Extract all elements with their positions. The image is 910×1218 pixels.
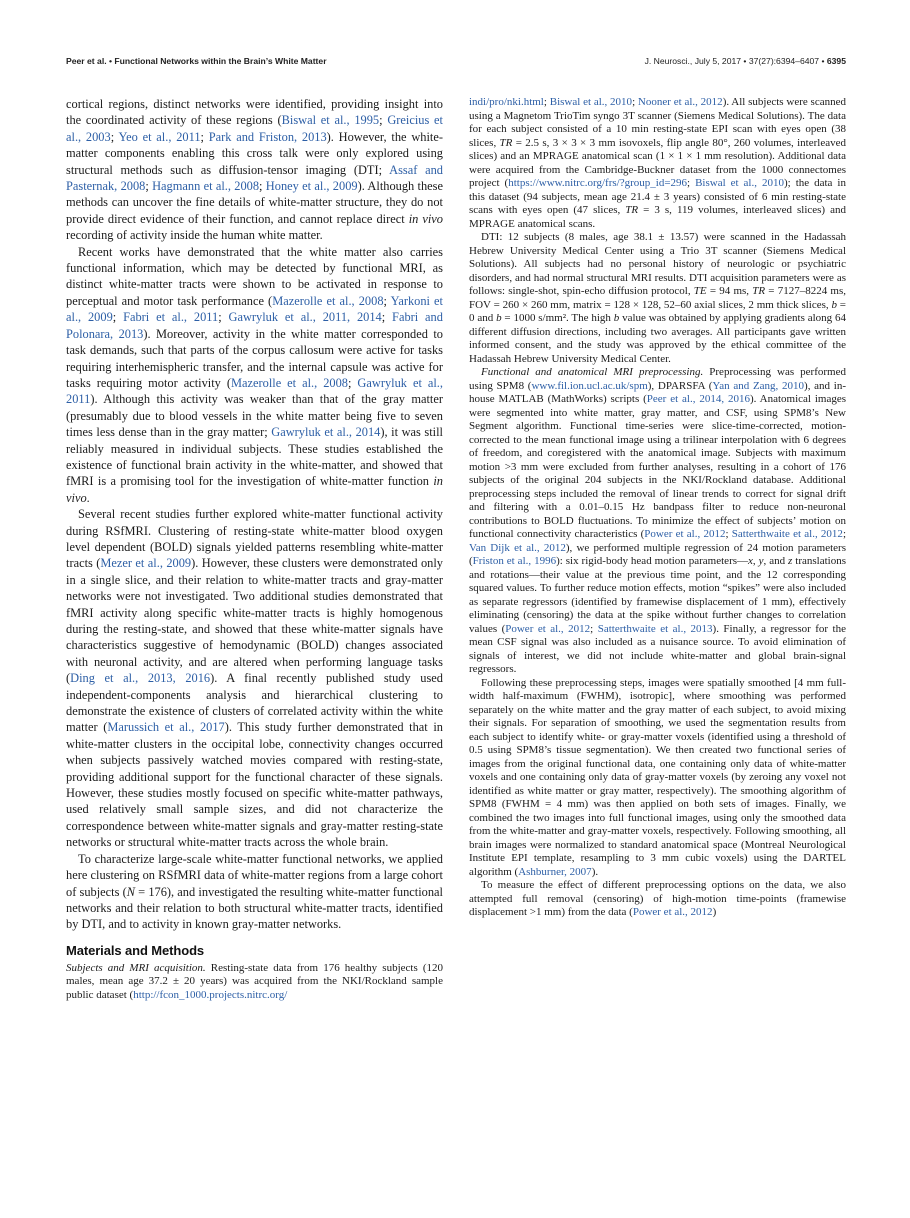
text-run: ,	[752, 555, 759, 567]
italic-text: b	[831, 298, 837, 311]
text-run: ;	[543, 96, 550, 108]
running-header-citation	[645, 56, 846, 66]
text-run: ). However, these clusters were demonstrated only in a single slice, and their relation to white-matter tracts and gray-matter networks were not investigated. Two additional studies demonstrated that fMRI activity along specific white-matter tracts is highly homogenous during the resting-state, and showed that these white-matter signals have characteristics suggestive of hemodynamic (BOLD) changes associated with neuronal activity, and are altered when performing language tasks (	[66, 556, 444, 686]
citation-link[interactable]: Biswal et al., 1995	[281, 113, 380, 128]
citation-link[interactable]: Mazerolle et al., 2008	[230, 375, 348, 390]
citation-link[interactable]: Ashburner, 2007	[518, 865, 592, 878]
citation-link[interactable]: Honey et al., 2009	[265, 179, 358, 194]
italic-text: in vivo	[408, 211, 443, 226]
citation-link[interactable]: Nooner et al., 2012	[637, 96, 723, 108]
text-run: ). Although these methods can uncover the fine details of white-matter structure, they do not provide direct evidence of their function, and cannot replace direct	[66, 179, 444, 226]
text-run: = 176), and investigated the resulting white-matter functional networks and their relation to both structural white-matter tracts, identified by DTI, and to activity in known gray-matter networks.	[66, 884, 443, 932]
text-run: ;	[383, 293, 391, 308]
citation-link[interactable]: indi/pro/nki.html	[469, 96, 544, 108]
journal-citation-text: J. Neurosci., July 5, 2017 • 37(27):6394–6407 •	[644, 56, 827, 66]
citation-link[interactable]: Hagmann et al., 2008	[152, 179, 260, 194]
text-run: Resting-state data from 176 healthy subjects (120 males, mean age 37.2 ± 20 years) was acquired from the NKI/Rockland sample public dataset (	[66, 961, 443, 1001]
italic-text: y	[758, 555, 764, 567]
text-run: )	[712, 906, 717, 918]
citation-link[interactable]: http://fcon_1000.projects.nitrc.org/	[133, 988, 288, 1001]
text-run: ), DPARSFA (	[647, 379, 713, 392]
text-run: = 2.5 s, 3 × 3 × 3 mm isovoxels, flip angle 80°, 260 volumes, interleaved slices) and an MPRAGE anatomical scan (1 × 1 × 1 mm resolution). Additional data were acquired from the Cambridge-Buckner dataset from the 1000 connectomes project (	[469, 136, 846, 189]
citation-link[interactable]: Mezer et al., 2009	[100, 556, 192, 571]
text-run: Several recent studies further explored white-matter functional activity during RSfMRI. Clustering of resting-state white-matter blood oxygen level dependent (BOLD) signals yielded patterns resembling white-matter tracts (	[66, 507, 443, 571]
left-column	[66, 96, 443, 1002]
right-column	[469, 96, 846, 1002]
text-run: ;	[725, 528, 732, 540]
text-run: ;	[348, 375, 358, 390]
text-run: ), and in-house MATLAB (MathWorks) scripts (	[469, 379, 846, 405]
text-run: ;	[112, 310, 124, 325]
text-run: ). This study further demonstrated that in white-matter clusters in the occipital lobe, connectivity changes occurred when subjects passively watched movies compared with resting-state, providing additional support for the functional character of these signals. However, these studies mostly focused on specific white-matter pathways, used relatively small sample sizes, and did not characterize the correspondence between white-matter signals and gray-matter resting-state networks or structural white-matter tracts across the whole brain.	[66, 720, 444, 850]
citation-link[interactable]: Yarkoni et al., 2009	[66, 293, 443, 325]
text-run: = 7127–8224 ms, FOV = 260 × 260 mm, matrix = 128 × 128, 52–60 axial slices, 2 mm thick slices,	[469, 285, 846, 311]
text-run: = 0 and	[469, 298, 846, 324]
paragraph	[66, 962, 443, 1003]
materials-and-methods-heading: Materials and Methods	[66, 942, 205, 958]
text-run: = 1000 s/mm². The high	[501, 312, 614, 324]
text-run: ;	[379, 113, 388, 128]
text-run: Recent works have demonstrated that the white matter also carries functional information, which may be detected by functional MRI, as distinct white-matter tracts were shown to be activated in response to perceptual and motor task performance (	[66, 244, 443, 308]
citation-link[interactable]: Ding et al., 2013, 2016	[70, 671, 211, 686]
text-run: ). Anatomical images were segmented into white matter, gray matter, and CSF, using SPM8’s New Segment algorithm. Functional time-series were slice-time-corrected, motion-corrected to the mean functional image using a trilinear interpolation with 6 degrees of freedom, and coregistered with the anatomical image. Subjects with maximum motion >3 mm were excluded from further analyses, resulting in a cohort of 176 subjects of the original 204 subjects in the NKI/Rockland database. Additional preprocessing steps included the removal of linear trends to correct for signal drift and filtering with a 0.01–0.15 Hz bandpass filter to reduce non-neuronal contributions to BOLD fluctuations. To minimize the effect of subjects’ motion on functional connectivity characteristics (	[469, 393, 847, 540]
text-run: ). Finally, a regressor for the mean CSF signal was also included as a nuisance source. To avoid elimination of signals of interest, we did not include white-matter and global brain-signal regressors.	[469, 622, 847, 675]
text-run: ;	[590, 622, 598, 635]
text-run: ).	[591, 865, 599, 878]
text-run: cortical regions, distinct networks were identified, providing insight into the coordinated activity of these regions (	[66, 97, 443, 128]
text-run: ;	[110, 129, 119, 144]
methods-section-left	[66, 962, 443, 1003]
text-run: ;	[200, 129, 209, 144]
text-run: ). Although this activity was weaker than that of the gray matter (presumably due to blood vessels in the white matter being five to seven times less dense than in the gray matter;	[66, 392, 443, 440]
text-run: ;	[842, 528, 846, 540]
citation-link[interactable]: Satterthwaite et al., 2013	[597, 622, 713, 635]
citation-link[interactable]: Fabri and Polonara, 2013	[66, 310, 443, 341]
text-run: ): six rigid-body head motion parameters—	[556, 555, 749, 567]
citation-link[interactable]: Power et al., 2012	[632, 906, 713, 918]
citation-link[interactable]: Greicius et al., 2003	[66, 113, 443, 144]
text-run: .	[86, 490, 90, 505]
italic-text: TR	[752, 285, 766, 297]
text-run: recording of activity inside the human white matter.	[66, 228, 323, 243]
text-run: Preprocessing was performed using SPM8 (	[469, 366, 846, 392]
text-run: = 3 s, 119 volumes, interleaved slices) and MPRAGE anatomical scans.	[469, 204, 846, 230]
text-run: ;	[259, 179, 266, 194]
italic-text: x	[748, 555, 753, 567]
paragraph	[469, 231, 846, 366]
page-number: 6395	[826, 56, 846, 66]
citation-link[interactable]: Yan and Zang, 2010	[712, 379, 805, 392]
paragraph	[469, 96, 846, 231]
italic-text: b	[496, 312, 502, 324]
running-header-authors-title: Peer et al. • Functional Networks within the Brain’s White Matter	[66, 56, 327, 66]
citation-link[interactable]: Gawryluk et al., 2011	[66, 375, 443, 407]
citation-link[interactable]: Park and Friston, 2013	[208, 129, 327, 144]
citation-link[interactable]: https://www.nitrc.org/frs/?group_id=296	[508, 177, 688, 189]
italic-text: in vivo	[66, 474, 443, 505]
italic-text: Functional and anatomical MRI preprocessing.	[481, 366, 704, 378]
citation-link[interactable]: www.fil.ion.ucl.ac.uk/spm	[531, 379, 648, 392]
paragraph	[469, 879, 846, 920]
text-run: ). All subjects were scanned using a Magnetom TrioTim syngo 3T scanner (Siemens Medical Solutions). The data for each subject consisted of a 10 min resting-state EPI scan with eyes open (38 slices,	[469, 96, 846, 149]
text-run: To characterize large-scale white-matter functional networks, we applied here clustering on RSfMRI data of white-matter regions from a large cohort of subjects (	[66, 851, 443, 899]
italic-text: TR	[499, 136, 513, 149]
citation-link[interactable]: Yeo et al., 2011	[118, 129, 201, 144]
italic-text: TE	[693, 285, 707, 297]
text-run: value was obtained by applying gradients along 64 different diffusion directions, including two averages. All participants gave written informed consent, and the study was approved by the ethical committee of the Hadassah Hebrew University Medical Center.	[469, 312, 846, 365]
citation-link[interactable]: Biswal et al., 2010	[695, 177, 784, 189]
italic-text: z	[788, 555, 793, 567]
text-run: DTI: 12 subjects (8 males, age 38.1 ± 13.57) were scanned in the Hadassah Hebrew University Medical Center using a Trio 3T scanner (Siemens Medical Solutions). All subjects had no personal history of neurologic or psychiatric disorders, and had normal structural MRI results. DTI acquisition parameters were as follows: single-shot, spin-echo diffusion protocol,	[469, 231, 846, 297]
text-run: ). A final recently published study used independent-components analysis and hierarchical clustering to demonstrate the existence of clusters of correlated activity within the white matter (	[66, 671, 443, 735]
citation-link[interactable]: Peer et al., 2014, 2016	[646, 393, 750, 405]
paragraph	[469, 677, 846, 880]
citation-link[interactable]: Biswal et al., 2010	[549, 96, 633, 108]
text-run: ). Moreover, activity in the white matter corresponded to task demands, such that parts of the corpus callosum were active for tasks requiring interhemispheric transfer, and the internal capsule was active for tasks requiring motor activity (	[66, 326, 443, 390]
citation-link[interactable]: Satterthwaite et al., 2012	[731, 528, 843, 540]
paragraph	[66, 96, 443, 244]
italic-text: TR	[625, 204, 639, 216]
italic-text: b	[613, 312, 620, 324]
text-run: ). However, the white-matter components enabling this cross talk were only explored using structural methods such as diffusion-tensor imaging (DTI;	[66, 129, 443, 177]
italic-text: N	[126, 884, 135, 899]
paragraph	[469, 366, 846, 677]
text-run: translations and rotations—their value at the previous time point, and the 12 corresponding squared values. To further reduce motion effects, motion “spikes” were also included as separate regressors (identified by framewise displacement of 1 mm), effectively eliminating (censoring) the data at the spike without further changes to correlation values (	[469, 555, 846, 635]
italic-text: Subjects and MRI acquisition.	[66, 961, 206, 974]
two-column-layout	[66, 96, 846, 1002]
citation-link[interactable]: Gawryluk et al., 2014	[271, 425, 381, 440]
citation-link[interactable]: Fabri et al., 2011	[123, 310, 219, 325]
citation-link[interactable]: Assaf and Pasternak, 2008	[66, 162, 443, 194]
citation-link[interactable]: Power et al., 2012	[644, 528, 726, 540]
text-run: Following these preprocessing steps, images were spatially smoothed [4 mm full-width half-maximum (FWHM), isotropic], where smoothing was performed separately on the white matter and the gray matter of each subject, to avoid mixing their signals. For separation of smoothing, we used the segmentation results from each subject to identify white- or gray-matter voxels (identified using a threshold of 0.5 using SPM8’s tissue segmentation). We then created two functional series of images from the original functional data, one containing only data of white-matter voxels and one containing only data of gray-matter voxels (by zeroing any voxel not identified as white matter or gray matter, respectively). The smoothing algorithm of SPM8 (FWHM = 4 mm) was then applied on both sets of images. Finally, we combined the two images into full functional images, using only the smoothed data from the white-matter and gray-matter voxels, respectively. Following smoothing, all brain images were normalized to standard anatomical space (Montreal Neurological Institute EPI template, resampling to 3 mm cubic voxels) using the DARTEL algorithm (	[469, 676, 846, 878]
text-run: ;	[218, 310, 229, 325]
running-header	[66, 56, 846, 66]
text-run: = 94 ms,	[706, 285, 753, 297]
paragraph	[66, 851, 443, 933]
text-run: ;	[687, 177, 696, 189]
methods-section-right	[469, 96, 846, 920]
text-run: ;	[632, 96, 638, 108]
citation-link[interactable]: Friston et al., 1996	[472, 555, 557, 567]
citation-link[interactable]: Van Dijk et al., 2012	[469, 541, 566, 554]
citation-link[interactable]: Marussich et al., 2017	[107, 720, 225, 735]
citation-link[interactable]: Mazerolle et al., 2008	[272, 293, 384, 308]
citation-link[interactable]: Power et al., 2012	[505, 622, 591, 635]
text-run: , and	[763, 555, 789, 567]
text-run: ), we performed multiple regression of 24 motion parameters (	[469, 541, 846, 567]
paragraph	[66, 506, 443, 851]
citation-link[interactable]: Gawryluk et al., 2011, 2014	[228, 310, 382, 325]
text-run: ;	[381, 310, 393, 325]
paragraph	[66, 244, 443, 507]
text-run: ); the data in this dataset (94 subjects, mean age 21.4 ± 3 years) consisted of 6 min resting-state scans with eyes open (47 slices,	[469, 177, 846, 216]
introduction-section	[66, 96, 443, 933]
text-run: To measure the effect of different preprocessing options on the data, we also attempted full removal (censoring) of high-motion time-points (framewise displacement >1 mm) from the data (	[469, 879, 846, 918]
journal-page	[66, 56, 846, 1002]
text-run: ;	[145, 179, 153, 194]
text-run: ), it was still reliably measured in individual subjects. These studies established the existence of functional brain activity in the white-matter, and showed that fMRI is a promising tool for the investigation of white-matter function	[66, 425, 443, 489]
